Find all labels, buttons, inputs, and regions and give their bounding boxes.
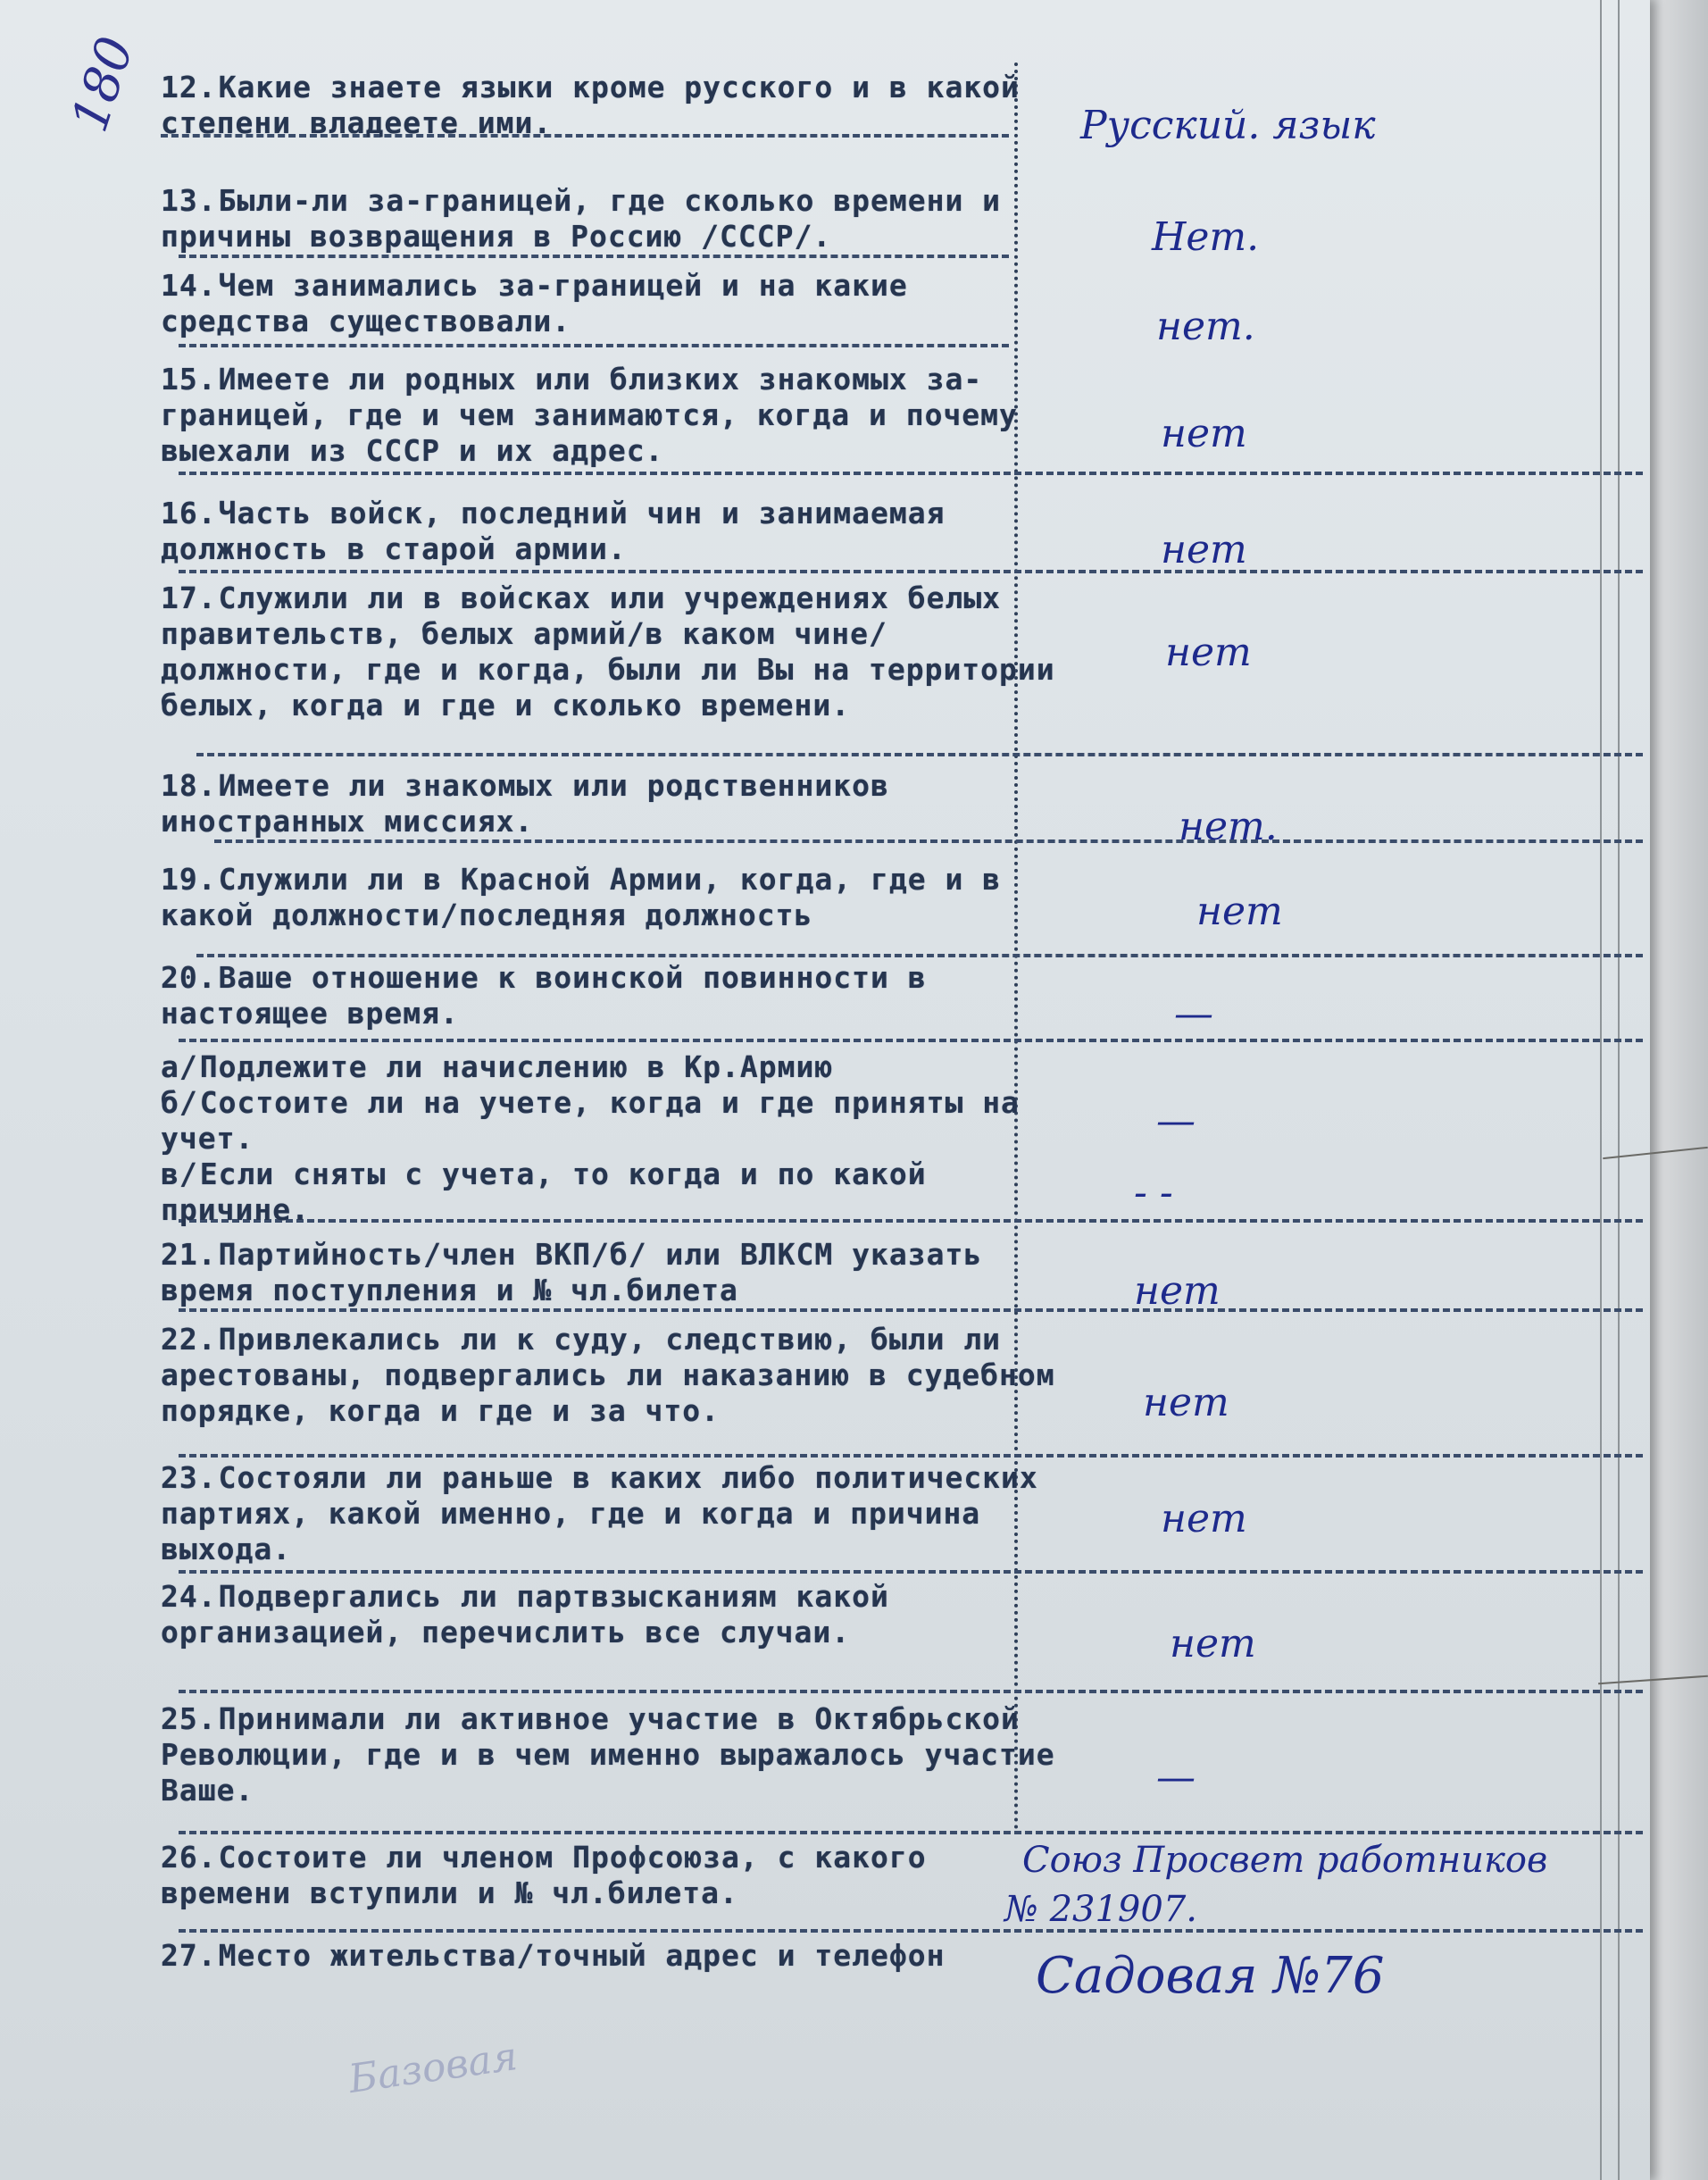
question-14: 14.Чем занимались за-границей и на какие средства существовали. [161,268,927,338]
answer-15: нет [1161,411,1247,456]
answer-26-number: № 231907. [1004,1889,1197,1930]
row-separator [179,1690,1643,1693]
answer-20v: - - [1134,1170,1173,1215]
answer-21: нет [1134,1268,1221,1314]
question-12: 12.Какие знаете языки кроме русского и в какой степени владеете ими. [161,70,1038,140]
row-separator [179,255,1009,258]
question-26: 26.Состоите ли членом Профсоюза, с какого времени вступили и № чл.билета. [161,1840,946,1910]
answer-12: Русский. язык [1080,103,1376,148]
row-separator [179,1454,1643,1458]
answer-27-address: Садовая №76 [1036,1947,1385,2005]
answer-14: нет. [1156,304,1255,349]
faint-handwriting: Базовая [346,2034,521,2102]
answer-20: — [1174,991,1213,1037]
answer-17: нет [1165,630,1252,675]
question-27: 27.Место жительства/точный адрес и телефон [161,1938,946,1973]
answer-16: нет [1161,527,1247,572]
question-20b: б/Состоите ли на учете, когда и где приняты на учет. [161,1085,1038,1156]
row-separator [179,1308,1643,1312]
row-separator [179,472,1643,475]
question-21: 21.Партийность/член ВКП/б/ или ВЛКСМ указать время поступления и № чл.билета [161,1237,1002,1307]
row-separator [179,344,1009,347]
question-20a: а/Подлежите ли начислению в Кр.Армию [161,1049,834,1084]
row-separator [196,954,1643,957]
row-separator [214,839,1643,843]
question-22: 22.Привлекались ли к суду, следствию, были ли арестованы, подвергались ли наказанию в судебном порядке, когда и где и за что. [161,1322,1074,1428]
question-20v: в/Если сняты с учета, то когда и по какой причине. [161,1157,946,1227]
question-19: 19.Служили ли в Красной Армии, когда, где и в какой должности/последняя должность [161,862,1020,932]
question-17: 17.Служили ли в войсках или учреждениях белых правительств, белых армий/в каком чине/должности, где и когда, были ли Вы на территории белых, когда и где и сколько времени. [161,580,1074,722]
row-separator [179,1929,1643,1933]
question-23: 23.Состояли ли раньше в каких либо политических партиях, какой именно, где и когда и причина выхода. [161,1460,1057,1566]
question-25: 25.Принимали ли активное участие в Октябрьской Революции, где и в чем именно выражалось участие Ваше. [161,1701,1074,1808]
question-15: 15.Имеете ли родных или близких знакомых за-границей, где и чем занимаются, когда и почему выехали из СССР и их адрес. [161,362,1037,468]
row-separator [179,1831,1643,1834]
answer-22: нет [1143,1380,1229,1425]
answer-25: — [1156,1755,1196,1800]
page-edge-line [1600,0,1602,2180]
row-separator [179,570,1643,573]
question-20: 20.Ваше отношение к воинской повинности в настоящее время. [161,960,946,1031]
row-separator [179,1039,1643,1042]
answer-13: Нет. [1152,214,1260,260]
answer-23: нет [1161,1496,1247,1541]
question-18: 18.Имеете ли знакомых или родственников иностранных миссиях. [161,768,908,839]
answer-24: нет [1170,1621,1256,1666]
answer-20a: — [1156,1098,1196,1144]
question-16: 16.Часть войск, последний чин и занимаемая должность в старой армии. [161,496,964,566]
page-number: 180 [61,29,146,139]
answer-19: нет [1196,889,1283,934]
question-13: 13.Были-ли за-границей, где сколько времени и причины возвращения в Россию /СССР/. [161,183,1020,254]
page-edge-line [1618,0,1620,2180]
answer-26-union: Союз Просвет работников [1022,1840,1548,1881]
answer-18: нет. [1179,804,1278,849]
question-24: 24.Подвергались ли партвзысканиям какой организацией, перечислить все случаи. [161,1579,908,1650]
row-separator [196,753,1643,756]
row-separator [179,1570,1643,1574]
